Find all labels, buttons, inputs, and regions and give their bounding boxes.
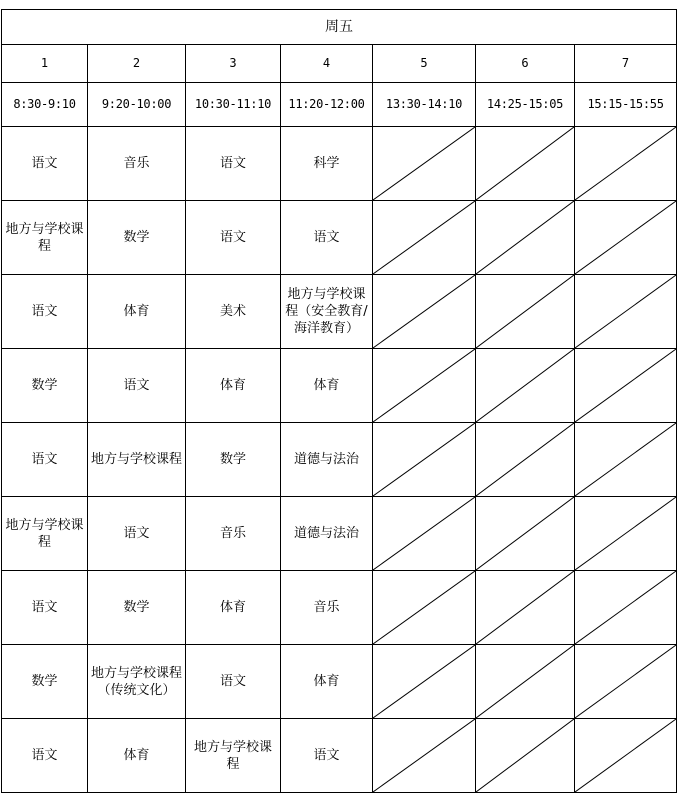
diagonal-strike-icon xyxy=(476,645,574,718)
lesson-cell: 音乐 xyxy=(281,571,373,645)
lesson-cell: 语文 xyxy=(186,127,281,201)
empty-slot xyxy=(575,127,677,201)
diagonal-strike-icon xyxy=(373,645,475,718)
empty-slot xyxy=(575,423,677,497)
lesson-cell: 地方与学校课程 xyxy=(2,201,88,275)
empty-slot xyxy=(373,275,476,349)
lesson-cell: 体育 xyxy=(186,349,281,423)
diagonal-strike-icon xyxy=(476,423,574,496)
lesson-cell: 数学 xyxy=(88,571,186,645)
diagonal-strike-icon xyxy=(476,201,574,274)
diagonal-strike-icon xyxy=(476,571,574,644)
empty-slot xyxy=(575,571,677,645)
period-number: 2 xyxy=(88,45,186,83)
period-time: 14:25-15:05 xyxy=(476,83,575,127)
diagonal-strike-icon xyxy=(373,127,475,200)
empty-slot xyxy=(476,127,575,201)
lesson-cell: 语文 xyxy=(88,497,186,571)
period-number: 6 xyxy=(476,45,575,83)
lesson-row xyxy=(2,497,677,571)
lesson-cell: 语文 xyxy=(2,275,88,349)
lesson-row xyxy=(2,423,677,497)
empty-slot xyxy=(476,719,575,793)
lesson-cell: 语文 xyxy=(186,645,281,719)
diagonal-strike-icon xyxy=(476,349,574,422)
diagonal-strike-icon xyxy=(575,645,676,718)
diagonal-strike-icon xyxy=(575,275,676,348)
diagonal-strike-icon xyxy=(476,719,574,792)
diagonal-strike-icon xyxy=(575,349,676,422)
lesson-cell: 数学 xyxy=(2,349,88,423)
period-number: 3 xyxy=(186,45,281,83)
empty-slot xyxy=(476,349,575,423)
period-time: 15:15-15:55 xyxy=(575,83,677,127)
empty-slot xyxy=(373,127,476,201)
lesson-cell: 数学 xyxy=(186,423,281,497)
day-header: 周五 xyxy=(2,10,677,45)
timetable xyxy=(1,9,677,793)
empty-slot xyxy=(476,201,575,275)
empty-slot xyxy=(373,571,476,645)
empty-slot xyxy=(373,719,476,793)
empty-slot xyxy=(373,497,476,571)
lesson-cell: 地方与学校课程 xyxy=(2,497,88,571)
empty-slot xyxy=(476,645,575,719)
empty-slot xyxy=(373,645,476,719)
diagonal-strike-icon xyxy=(476,275,574,348)
diagonal-strike-icon xyxy=(373,571,475,644)
empty-slot xyxy=(373,423,476,497)
lesson-cell: 语文 xyxy=(2,719,88,793)
empty-slot xyxy=(575,497,677,571)
period-time: 9:20-10:00 xyxy=(88,83,186,127)
lesson-cell: 语文 xyxy=(281,719,373,793)
lesson-cell: 语文 xyxy=(2,571,88,645)
lesson-cell: 语文 xyxy=(186,201,281,275)
lesson-cell: 语文 xyxy=(88,349,186,423)
diagonal-strike-icon xyxy=(575,127,676,200)
lesson-cell: 地方与学校课程（传统文化） xyxy=(88,645,186,719)
empty-slot xyxy=(373,349,476,423)
empty-slot xyxy=(476,275,575,349)
diagonal-strike-icon xyxy=(373,719,475,792)
empty-slot xyxy=(476,497,575,571)
empty-slot xyxy=(476,571,575,645)
period-number: 7 xyxy=(575,45,677,83)
diagonal-strike-icon xyxy=(575,497,676,570)
diagonal-strike-icon xyxy=(575,423,676,496)
lesson-cell: 地方与学校课程 xyxy=(88,423,186,497)
lesson-cell: 音乐 xyxy=(186,497,281,571)
lesson-row xyxy=(2,127,677,201)
empty-slot xyxy=(575,719,677,793)
lesson-cell: 数学 xyxy=(88,201,186,275)
lesson-cell: 体育 xyxy=(281,645,373,719)
diagonal-strike-icon xyxy=(373,201,475,274)
lesson-row xyxy=(2,201,677,275)
diagonal-strike-icon xyxy=(476,497,574,570)
lesson-cell: 体育 xyxy=(88,275,186,349)
lesson-row xyxy=(2,719,677,793)
period-time: 8:30-9:10 xyxy=(2,83,88,127)
diagonal-strike-icon xyxy=(575,571,676,644)
lesson-cell: 道德与法治 xyxy=(281,423,373,497)
lesson-cell: 体育 xyxy=(186,571,281,645)
period-number: 5 xyxy=(373,45,476,83)
diagonal-strike-icon xyxy=(575,719,676,792)
diagonal-strike-icon xyxy=(373,423,475,496)
period-number: 1 xyxy=(2,45,88,83)
lesson-cell: 语文 xyxy=(2,423,88,497)
lesson-row xyxy=(2,349,677,423)
lesson-cell: 美术 xyxy=(186,275,281,349)
diagonal-strike-icon xyxy=(373,497,475,570)
lesson-row xyxy=(2,571,677,645)
period-time: 11:20-12:00 xyxy=(281,83,373,127)
empty-slot xyxy=(373,201,476,275)
diagonal-strike-icon xyxy=(575,201,676,274)
lesson-cell: 地方与学校课程（安全教育/海洋教育） xyxy=(281,275,373,349)
lesson-cell: 体育 xyxy=(281,349,373,423)
period-time: 10:30-11:10 xyxy=(186,83,281,127)
period-number: 4 xyxy=(281,45,373,83)
lesson-cell: 科学 xyxy=(281,127,373,201)
lesson-row xyxy=(2,645,677,719)
empty-slot xyxy=(575,201,677,275)
empty-slot xyxy=(575,275,677,349)
lesson-cell: 数学 xyxy=(2,645,88,719)
lesson-row xyxy=(2,275,677,349)
lesson-cell: 语文 xyxy=(281,201,373,275)
diagonal-strike-icon xyxy=(373,275,475,348)
empty-slot xyxy=(476,423,575,497)
empty-slot xyxy=(575,349,677,423)
lesson-cell: 语文 xyxy=(2,127,88,201)
empty-slot xyxy=(575,645,677,719)
diagonal-strike-icon xyxy=(476,127,574,200)
diagonal-strike-icon xyxy=(373,349,475,422)
lesson-cell: 体育 xyxy=(88,719,186,793)
lesson-cell: 音乐 xyxy=(88,127,186,201)
lesson-cell: 地方与学校课程 xyxy=(186,719,281,793)
lesson-cell: 道德与法治 xyxy=(281,497,373,571)
period-time: 13:30-14:10 xyxy=(373,83,476,127)
